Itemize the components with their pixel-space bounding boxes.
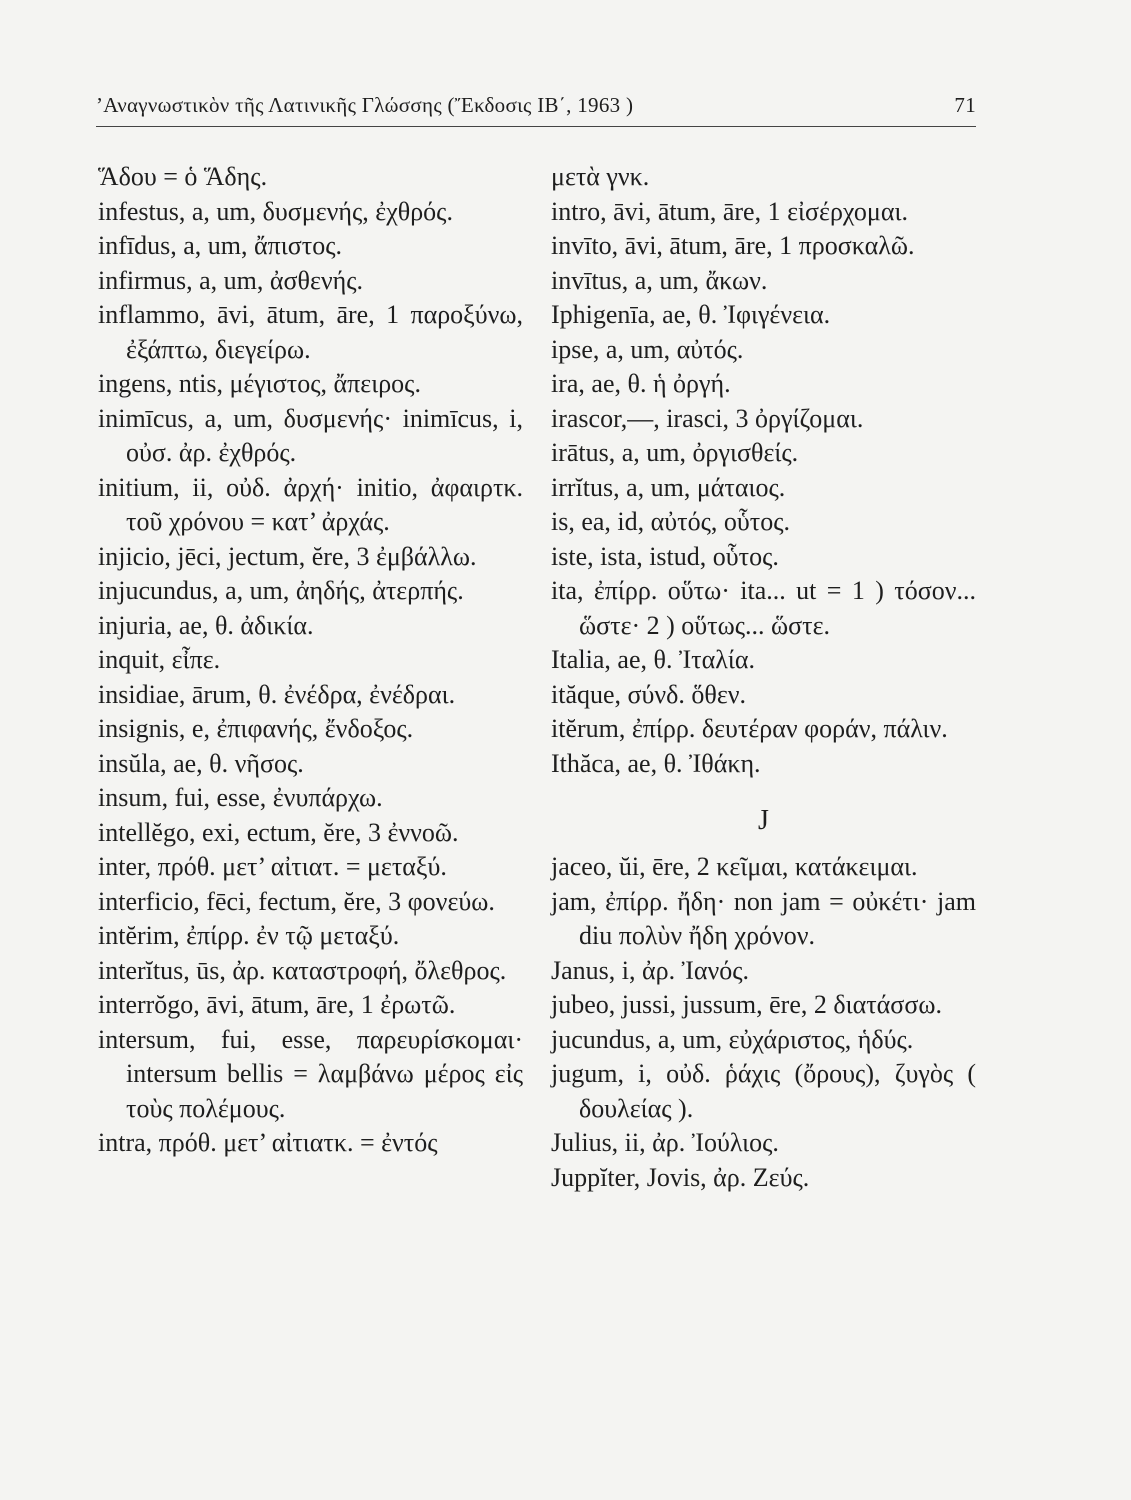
dictionary-entry: jugum, i, οὐδ. ῥάχις (ὄρους), ζυγὸς ( δουλείας ). <box>551 1059 976 1123</box>
dictionary-entry: intĕrim, ἐπίρρ. ἐν τῷ μεταξύ. <box>98 921 400 950</box>
header-rule <box>96 126 976 127</box>
dictionary-entry: ipse, a, um, αὐτός. <box>551 334 744 364</box>
dictionary-entry: Ἅδου = ὁ Ἅδης. <box>98 162 268 191</box>
dictionary-entry: insŭla, ae, θ. νῆσος. <box>98 748 304 778</box>
dictionary-entry: inflammo, āvi, ātum, āre, 1 παροξύνω, ἐξάπτω, διεγείρω. <box>98 300 523 364</box>
dictionary-entry: initium, ii, οὐδ. ἀρχή· initio, ἀφαιρτκ. τοῦ χρόνου = κατ’ ἀρχάς. <box>98 472 523 536</box>
dictionary-entry: inter, πρόθ. μετ’ αἰτιατ. = μεταξύ. <box>98 852 447 881</box>
section-letter: J <box>758 805 769 836</box>
dictionary-entry: jubeo, jussi, jussum, ēre, 2 διατάσσω. <box>551 990 942 1019</box>
dictionary-entry: insidiae, ārum, θ. ἐνέδρα, ἐνέδραι. <box>98 679 456 709</box>
dictionary-entry: invīto, āvi, ātum, āre, 1 προσκαλῶ. <box>551 231 915 260</box>
dictionary-entry: Julius, ii, ἀρ. Ἰούλιος. <box>551 1128 779 1157</box>
dictionary-entry: ingens, ntis, μέγιστος, ἄπειρος. <box>98 369 421 398</box>
dictionary-entry: irātus, a, um, ὀργισθείς. <box>551 438 799 467</box>
dictionary-entry: jam, ἐπίρρ. ἤδη· non jam = οὐκέτι· jam diu πολὺν ἤδη χρόνον. <box>551 886 976 950</box>
right-column <box>551 160 976 1195</box>
dictionary-entry: infirmus, a, um, ἀσθενής. <box>98 265 364 295</box>
dictionary-entry: inquit, εἶπε. <box>98 645 221 674</box>
dictionary-entry: Juppĭter, Jovis, ἀρ. Ζεύς. <box>551 1162 810 1192</box>
dictionary-entry: interrŏgo, āvi, ātum, āre, 1 ἐρωτῶ. <box>98 990 456 1019</box>
left-column <box>98 160 523 1161</box>
dictionary-entry: injucundus, a, um, ἀηδής, ἀτερπής. <box>98 576 464 605</box>
dictionary-entry: invītus, a, um, ἄκων. <box>551 265 768 295</box>
dictionary-entry: insum, fui, esse, ἐνυπάρχω. <box>98 783 383 812</box>
dictionary-entry: interĭtus, ūs, ἀρ. καταστροφή, ὄλεθρος. <box>98 955 507 985</box>
dictionary-entry: injuria, ae, θ. ἀδικία. <box>98 610 314 640</box>
dictionary-entry: inimīcus, a, um, δυσμενής· inimīcus, i, οὐσ. ἀρ. ἐχθρός. <box>98 403 523 467</box>
dictionary-entry: Italia, ae, θ. Ἰταλία. <box>551 645 755 674</box>
dictionary-entry: ira, ae, θ. ἡ ὀργή. <box>551 369 731 398</box>
page-number: 71 <box>954 93 976 117</box>
dictionary-entry: Janus, i, ἀρ. Ἰανός. <box>551 955 749 985</box>
dictionary-entry: interficio, fēci, fectum, ĕre, 3 φονεύω. <box>98 886 495 916</box>
dictionary-entry: infestus, a, um, δυσμενής, ἐχθρός. <box>98 196 453 226</box>
dictionary-entry: irascor,—, irasci, 3 ὀργίζομαι. <box>551 403 864 433</box>
dictionary-entry: intersum, fui, esse, παρευρίσκομαι· intersum bellis = λαμβάνω μέρος εἰς τοὺς πολέμους. <box>98 1024 523 1123</box>
dictionary-entry: injicio, jēci, jectum, ĕre, 3 ἐμβάλλω. <box>98 541 477 571</box>
dictionary-entry: jaceo, ŭi, ēre, 2 κεῖμαι, κατάκειμαι. <box>551 852 918 881</box>
dictionary-entry: μετὰ γνκ. <box>551 162 650 191</box>
dictionary-entry: ităque, σύνδ. ὅθεν. <box>551 679 747 709</box>
dictionary-entry: intra, πρόθ. μετ’ αἰτιατκ. = ἐντός <box>98 1128 438 1157</box>
dictionary-entry: Iphigenīa, ae, θ. Ἰφιγένεια. <box>551 300 831 329</box>
dictionary-entry: jucundus, a, um, εὐχάριστος, ἡδύς. <box>551 1024 914 1054</box>
dictionary-entry: iste, ista, istud, οὗτος. <box>551 541 779 571</box>
dictionary-entry: Ithăca, ae, θ. Ἰθάκη. <box>551 748 761 778</box>
dictionary-entry: insignis, e, ἐπιφανής, ἔνδοξος. <box>98 714 414 743</box>
dictionary-entry: irrĭtus, a, um, μάταιος. <box>551 472 786 502</box>
running-header <box>96 93 976 123</box>
dictionary-entry: itĕrum, ἐπίρρ. δευτέραν φοράν, πάλιν. <box>551 714 948 743</box>
dictionary-entry: is, ea, id, αὐτός, οὗτος. <box>551 507 791 536</box>
dictionary-entry: infīdus, a, um, ἄπιστος. <box>98 231 342 260</box>
dictionary-entry: intro, āvi, ātum, āre, 1 εἰσέρχομαι. <box>551 196 908 226</box>
header-title: ’Αναγνωστικὸν τῆς Λατινικῆς Γλώσσης (Ἔκδοσις ΙΒ΄, 1963 ) <box>96 93 634 117</box>
dictionary-entry: ita, ἐπίρρ. οὕτω· ita... ut = 1 ) τόσον... ὥστε· 2 ) οὕτως... ὥστε. <box>551 576 976 640</box>
dictionary-entry: intellĕgo, exi, ectum, ĕre, 3 ἐννοῶ. <box>98 817 459 847</box>
